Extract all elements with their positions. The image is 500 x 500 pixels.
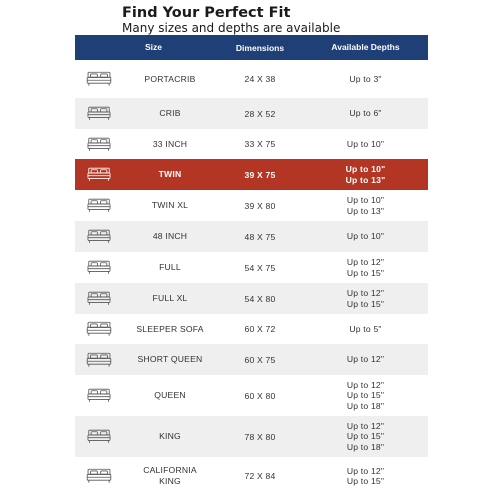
depth-value: Up to 15" [346, 476, 385, 486]
table-row [75, 283, 428, 314]
row-dimensions: 33 X 75 [244, 139, 276, 149]
table-row [75, 344, 428, 375]
table-header [75, 35, 428, 60]
depth-value: Up to 12" [346, 354, 385, 365]
table-row [75, 221, 428, 252]
depth-value: Up to 10" [346, 231, 385, 242]
row-size: KING [159, 431, 181, 441]
depth-value: Up to 12" [346, 257, 385, 267]
depth-value: Up to 15" [346, 390, 385, 401]
row-depths [303, 380, 428, 412]
bed-icon [75, 468, 123, 484]
row-dimensions: 24 X 38 [244, 74, 276, 84]
bed-icon [75, 167, 123, 182]
bed-icon [75, 260, 123, 275]
row-depths [303, 324, 428, 335]
row-depths [303, 164, 428, 185]
bed-icon [75, 71, 123, 87]
row-size: QUEEN [154, 390, 186, 400]
row-dimensions: 60 X 75 [244, 354, 276, 365]
row-depths [303, 139, 428, 150]
row-size: TWIN [158, 169, 182, 179]
table-row [75, 129, 428, 159]
table-row [75, 252, 428, 283]
row-dimensions: 54 X 80 [244, 293, 276, 304]
depth-value: Up to 13" [346, 205, 385, 216]
depth-value: Up to 10" [345, 164, 386, 174]
page-title: Find Your Perfect Fit [122, 5, 291, 21]
depth-value: Up to 18" [346, 400, 385, 411]
bed-icon [75, 198, 123, 213]
depth-value: Up to 15" [346, 431, 385, 442]
row-depths [303, 421, 428, 453]
row-size: PORTACRIB [144, 73, 196, 84]
depth-value: Up to 13" [345, 174, 386, 185]
row-depths [303, 354, 428, 365]
size-table [75, 35, 428, 495]
depth-value: Up to 15" [346, 298, 385, 309]
row-size: SLEEPER SOFA [136, 323, 204, 334]
row-size: FULL XL [152, 293, 188, 303]
table-row [75, 60, 428, 98]
row-size: 33 INCH [152, 138, 188, 149]
depth-value: Up to 18" [346, 441, 385, 452]
row-dimensions: 72 X 84 [244, 471, 276, 481]
row-depths [303, 231, 428, 242]
row-depths [303, 466, 428, 487]
table-row [75, 416, 428, 457]
row-dimensions: 39 X 80 [244, 200, 276, 211]
depth-value: Up to 10" [346, 138, 385, 149]
depth-value: Up to 5" [349, 323, 382, 334]
header-size: Size [145, 42, 163, 52]
header-depths: Available Depths [331, 42, 400, 53]
depth-value: Up to 15" [346, 267, 385, 278]
header-dimensions: Dimensions [235, 42, 285, 53]
row-dimensions: 48 X 75 [244, 231, 276, 242]
page-subtitle: Many sizes and depths are available [122, 21, 341, 35]
bed-icon [75, 229, 123, 244]
row-dimensions: 60 X 72 [244, 324, 276, 334]
table-row [75, 159, 428, 190]
depth-value: Up to 12" [346, 288, 385, 298]
bed-icon [75, 388, 123, 403]
bed-icon [75, 321, 123, 337]
table-row [75, 457, 428, 495]
depth-value: Up to 12" [346, 379, 385, 390]
row-depths [303, 257, 428, 278]
table-row [75, 314, 428, 344]
bed-icon [75, 106, 123, 121]
table-body [75, 60, 428, 495]
table-row [75, 375, 428, 416]
bed-icon [75, 137, 123, 152]
depth-value: Up to 12" [346, 420, 385, 431]
depth-value: Up to 12" [346, 465, 385, 476]
row-size: SHORT QUEEN [137, 354, 203, 364]
row-depths [303, 74, 428, 85]
row-dimensions: 60 X 80 [244, 390, 276, 401]
table-row [75, 98, 428, 129]
row-size: CALIFORNIA KING [143, 465, 197, 486]
row-depths [303, 195, 428, 216]
row-depths [303, 108, 428, 119]
row-dimensions: 54 X 75 [244, 262, 276, 273]
row-size: FULL [159, 262, 181, 272]
bed-icon [75, 429, 123, 444]
row-depths [303, 288, 428, 309]
row-dimensions: 78 X 80 [244, 431, 276, 442]
depth-value: Up to 6" [349, 108, 382, 119]
depth-value: Up to 3" [349, 73, 382, 84]
table-row [75, 190, 428, 221]
row-dimensions: 28 X 52 [244, 108, 276, 119]
row-size: 48 INCH [152, 231, 188, 241]
bed-icon [75, 352, 123, 368]
row-dimensions: 39 X 75 [244, 169, 276, 180]
row-size: CRIB [159, 108, 181, 118]
row-size: TWIN XL [151, 200, 189, 210]
bed-icon [75, 291, 123, 306]
depth-value: Up to 10" [346, 195, 385, 205]
